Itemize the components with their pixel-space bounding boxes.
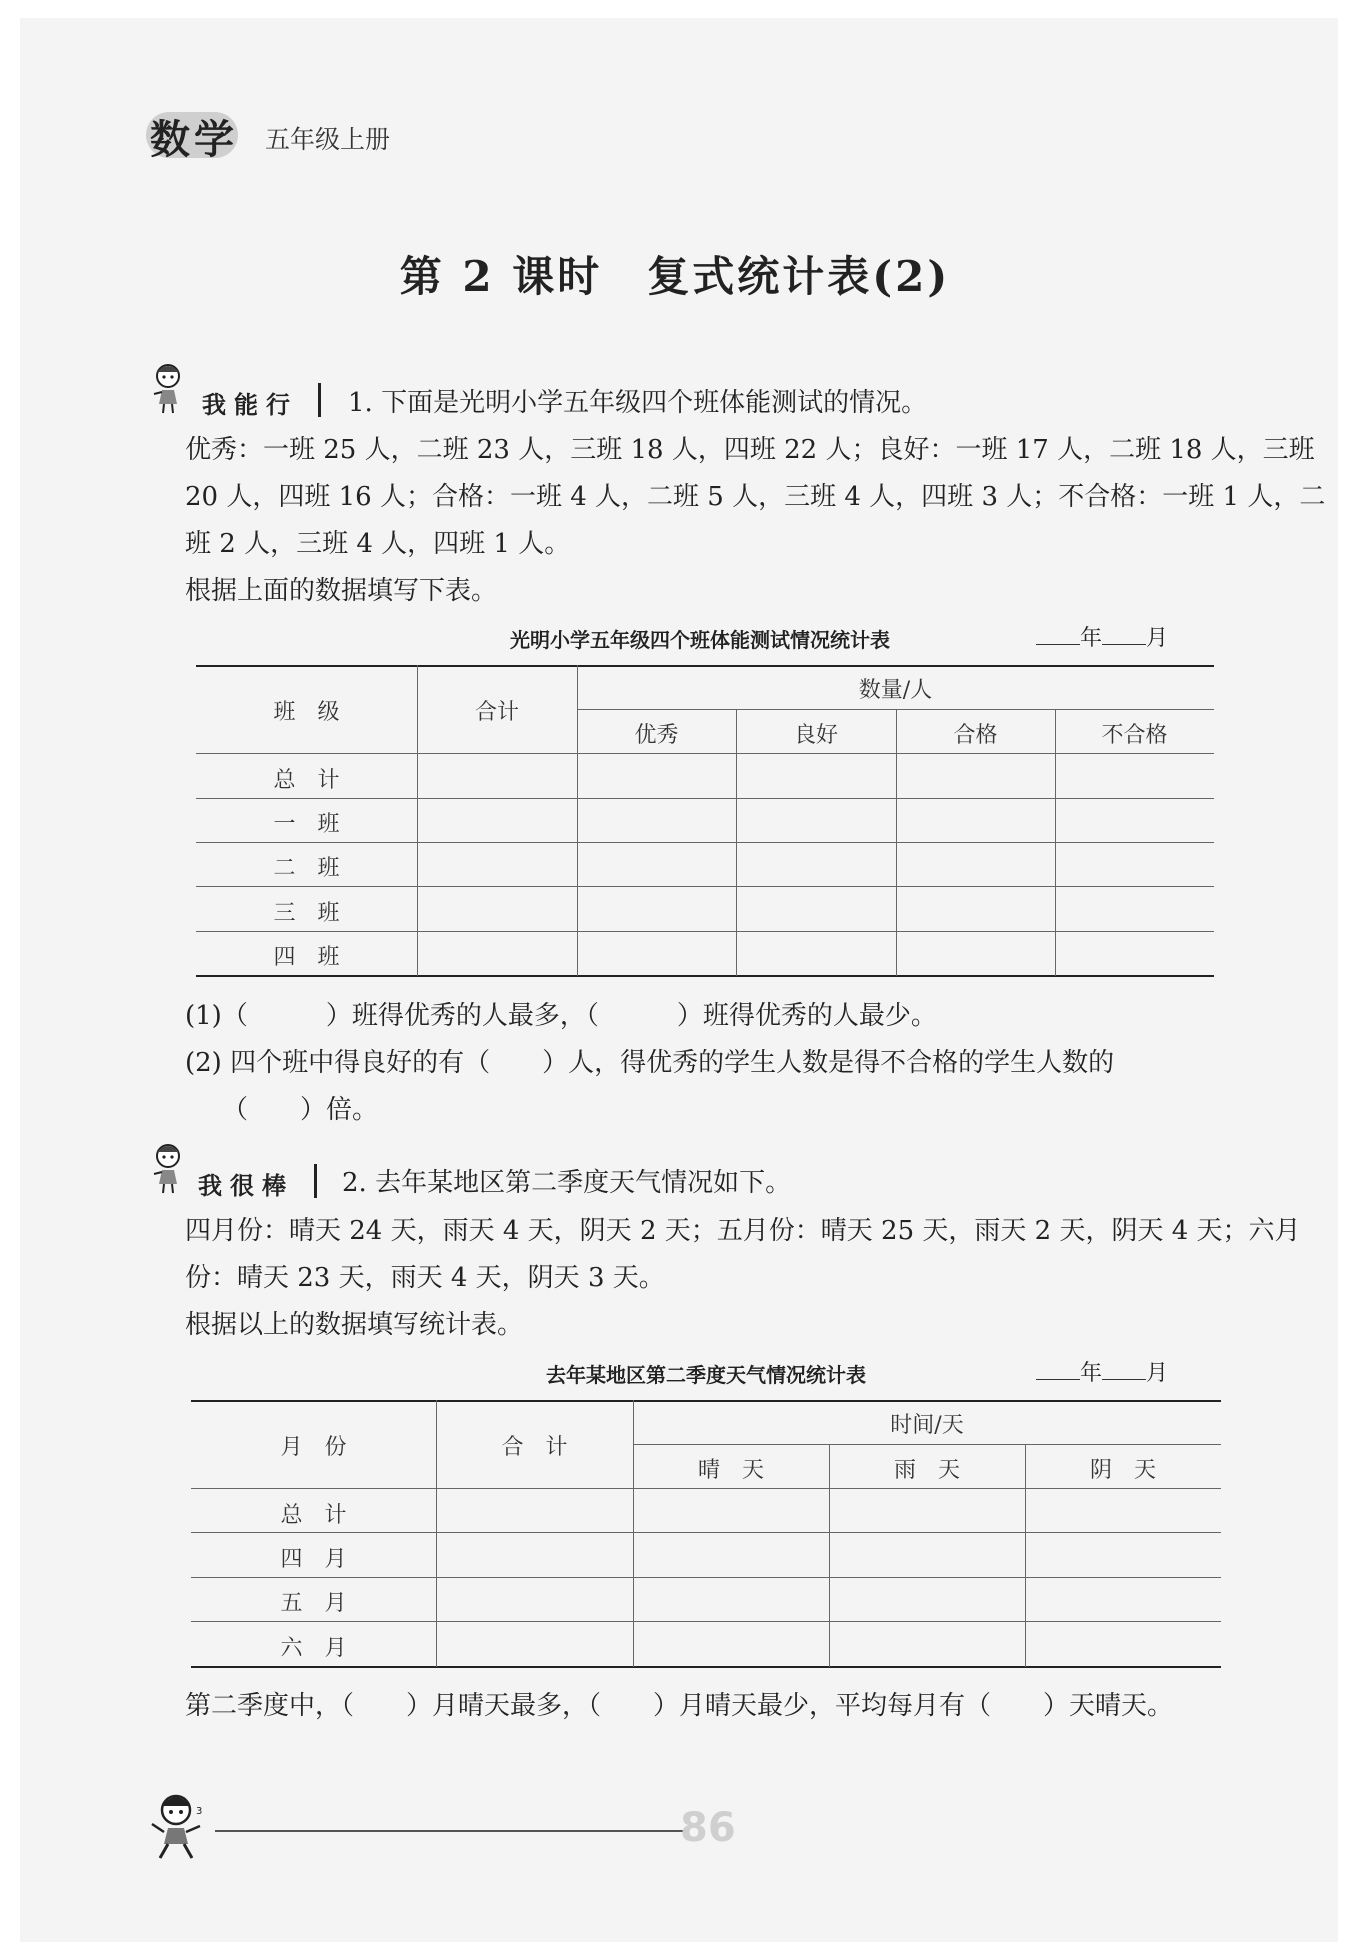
- row-label: 总 计: [280, 1503, 347, 1528]
- data-line: 优秀：一班 25 人，二班 23 人，三班 18 人，四班 22 人；良好：一班 17 人，二班 18 人，三班: [185, 435, 1315, 465]
- mascot-girl-icon: [148, 360, 186, 414]
- instruction-line: 根据以上的数据填写统计表。: [185, 1310, 524, 1340]
- data-line: 份：晴天 23 天，雨天 4 天，阴天 3 天。: [185, 1263, 665, 1293]
- svg-text:3: 3: [196, 1806, 203, 1817]
- question-2-part: 第二季度中，（ ）月晴天最多，（ ）月晴天最少，平均每月有（ ）天晴天。: [185, 1691, 1174, 1721]
- row-label: 四 月: [280, 1547, 347, 1572]
- row-label: 五 月: [280, 1591, 347, 1616]
- footer-rule: [215, 1830, 685, 1832]
- header-rainy: 雨 天: [893, 1458, 960, 1483]
- row-label: 六 月: [280, 1636, 347, 1661]
- grade-label: 五年级上册: [265, 125, 391, 154]
- year-blank[interactable]: [1036, 1361, 1080, 1380]
- badge-divider: [318, 383, 321, 417]
- header-group: 时间/天: [890, 1413, 964, 1438]
- lesson-title: 第 2 课时 复式统计表(2): [399, 252, 951, 301]
- row-label: 一 班: [273, 812, 340, 837]
- mascot-boy-icon: [148, 1790, 208, 1862]
- question-1-part-1: (1)（ ）班得优秀的人最多，（ ）班得优秀的人最少。: [185, 1001, 937, 1031]
- header-fail: 不合格: [1101, 723, 1168, 748]
- table-1-caption: 光明小学五年级四个班体能测试情况统计表: [510, 628, 890, 652]
- data-line: 四月份：晴天 24 天，雨天 4 天，阴天 2 天；五月份：晴天 25 天，雨天 2 天，阴天 4 天；六月: [185, 1216, 1301, 1246]
- header-month: 月 份: [280, 1435, 347, 1460]
- data-line: 班 2 人，三班 4 人，四班 1 人。: [185, 529, 571, 559]
- month-blank[interactable]: [1102, 1361, 1146, 1380]
- data-line: 20 人，四班 16 人；合格：一班 4 人，二班 5 人，三班 4 人，四班 3 人；不合格：一班 1 人，二: [185, 482, 1326, 512]
- question-1-part-2: (2) 四个班中得良好的有（ ）人，得优秀的学生人数是得不合格的学生人数的: [185, 1048, 1115, 1078]
- subject-label: 数学: [150, 117, 238, 163]
- header-total: 合 计: [501, 1435, 568, 1460]
- header-excellent: 优秀: [634, 723, 679, 748]
- header-class: 班 级: [273, 700, 340, 725]
- page-number: 86: [680, 1805, 736, 1851]
- month-blank[interactable]: [1102, 626, 1146, 645]
- badge-divider: [314, 1164, 317, 1198]
- row-label: 四 班: [273, 945, 340, 970]
- table-1: [196, 665, 1214, 977]
- section-badge-2: 我很棒: [198, 1172, 294, 1200]
- question-1-prompt: 1. 下面是光明小学五年级四个班体能测试的情况。: [348, 388, 928, 418]
- row-label: 二 班: [273, 856, 340, 881]
- header-total: 合计: [474, 700, 519, 725]
- header-cloudy: 阴 天: [1089, 1458, 1156, 1483]
- mascot-girl-icon: [148, 1140, 186, 1194]
- table-2: [191, 1400, 1221, 1669]
- year-blank[interactable]: [1036, 626, 1080, 645]
- header-pass: 合格: [953, 723, 998, 748]
- instruction-line: 根据上面的数据填写下表。: [185, 576, 498, 606]
- table-2-date: 年 月: [1036, 1356, 1168, 1387]
- question-1-part-2-cont: （ ）倍。: [222, 1095, 379, 1125]
- section-badge-1: 我能行: [202, 391, 298, 419]
- header-sunny: 晴 天: [697, 1458, 764, 1483]
- row-label: 三 班: [273, 901, 340, 926]
- question-2-prompt: 2. 去年某地区第二季度天气情况如下。: [342, 1168, 792, 1198]
- table-2-caption: 去年某地区第二季度天气情况统计表: [546, 1363, 866, 1387]
- header-group: 数量/人: [858, 678, 933, 703]
- table-1-date: 年 月: [1036, 621, 1168, 652]
- row-label: 总 计: [273, 768, 340, 793]
- header-good: 良好: [793, 723, 838, 748]
